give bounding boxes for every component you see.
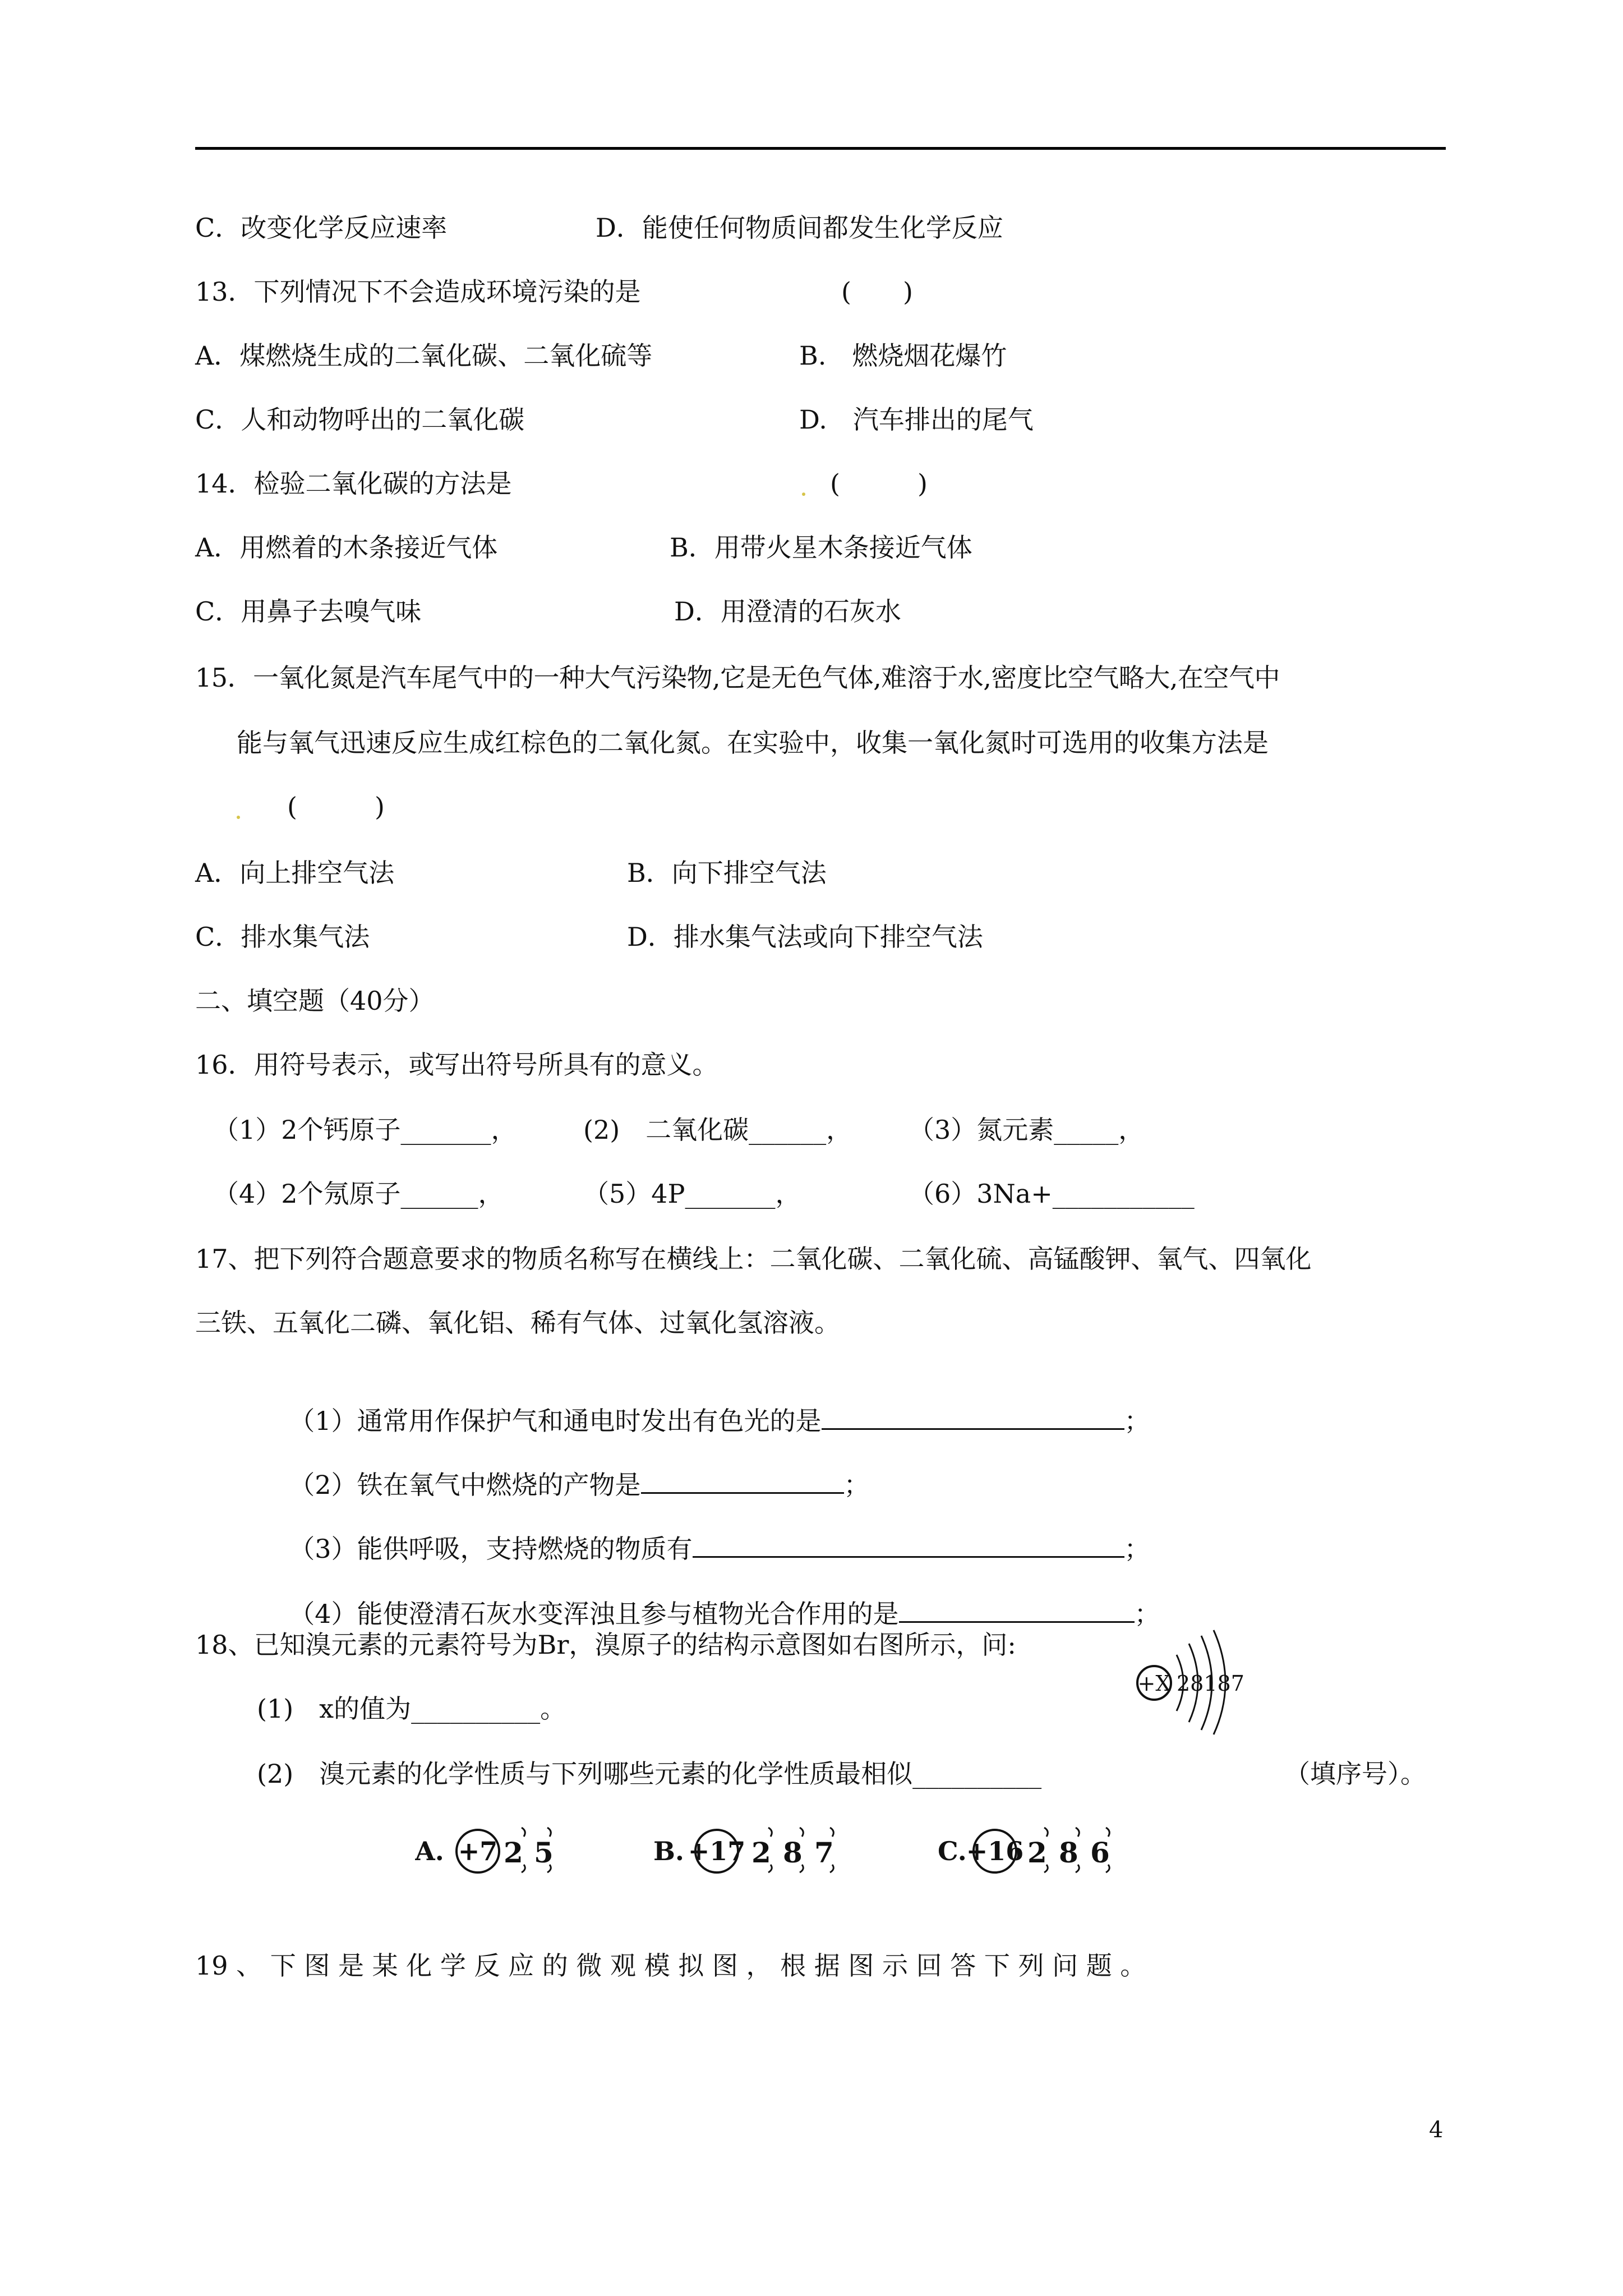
- q16-item-3[interactable]: （3）氮元素_____，: [909, 1115, 1145, 1145]
- q14-option-b: B．用带火星木条接近气体: [670, 532, 972, 563]
- option-a-electron-1: 2: [504, 1836, 523, 1869]
- q17-stem-line2: 三铁、五氧化二磷、氧化铝、稀有气体、过氧化氢溶液。: [195, 1308, 840, 1338]
- q16-item-5[interactable]: （5）4P_______，: [583, 1179, 801, 1209]
- q18-sub-2-hint: （填序号）。: [1284, 1759, 1426, 1789]
- q16-item-6[interactable]: （6）3Na+___________: [909, 1179, 1195, 1209]
- q17-item-3-text: （3）能供呼吸，支持燃烧的物质有: [289, 1534, 693, 1564]
- q17-item-1: [273, 1372, 1150, 1437]
- option-b-electron-2: 8: [783, 1836, 803, 1869]
- q14-option-c: C．用鼻子去嗅气味: [195, 596, 422, 627]
- q13-option-b: B. 燃烧烟花爆竹: [799, 341, 1007, 371]
- q12-option-d: D．能使任何物质间都发生化学反应: [596, 213, 1003, 243]
- option-c[interactable]: [938, 1828, 1110, 1872]
- option-a-nucleus-label: +7: [458, 1836, 498, 1866]
- header-rule: [195, 147, 1446, 150]
- q13-answer-paren[interactable]: ( ): [841, 277, 913, 307]
- q15-option-c: C．排水集气法: [195, 922, 370, 952]
- q13-option-c: C．人和动物呼出的二氧化碳: [195, 404, 525, 435]
- q18-options: [415, 1812, 1122, 1890]
- option-b-electron-3: 7: [814, 1836, 834, 1869]
- page-number: 4: [1429, 2117, 1444, 2143]
- q16-item-2[interactable]: (2) 二氧化碳______，: [583, 1115, 852, 1145]
- option-b-label: B.: [653, 1836, 684, 1866]
- q16-stem: 16．用符号表示，或写出符号所具有的意义。: [195, 1050, 718, 1080]
- q15-option-d: D．排水集气法或向下排空气法: [627, 922, 983, 952]
- q17-stem-line1: 17、把下列符合题意要求的物质名称写在横线上：二氧化碳、二氧化硫、高锰酸钾、氧气、四氧化: [195, 1244, 1312, 1274]
- q14-answer-paren[interactable]: ( ): [830, 468, 928, 499]
- q18-stem: 18、已知溴元素的元素符号为Br，溴原子的结构示意图如右图所示，问:: [195, 1630, 1016, 1660]
- q17-item-1-semicolon: ；: [1124, 1406, 1150, 1436]
- section-heading: 二、填空题（40分）: [195, 986, 435, 1016]
- option-c-electron-2: 8: [1059, 1836, 1078, 1869]
- q17-item-3-semicolon: ；: [1124, 1534, 1150, 1564]
- q19-stem: 19 、 下 图 是 某 化 学 反 应 的 微 观 模 拟 图 ， 根 据 图 示 回 答 下 列 问 题 。: [195, 1950, 1146, 1981]
- option-b-nucleus-label: +17: [688, 1836, 746, 1866]
- q17-item-2-text: （2）铁在氧气中燃烧的产物是: [289, 1470, 641, 1500]
- q13-stem: 13．下列情况下不会造成环境污染的是: [195, 277, 641, 307]
- option-a-label: A.: [415, 1836, 444, 1866]
- option-b-electron-1: 2: [751, 1836, 771, 1869]
- option-c-electron-1: 2: [1027, 1836, 1047, 1869]
- q18-sub-1[interactable]: (1) x的值为__________。: [257, 1694, 566, 1724]
- q15-stem-line2: 能与氧气迅速反应生成红棕色的二氧化氮。在实验中，收集一氧化氮时可选用的收集方法是: [237, 728, 1269, 758]
- nucleus-label: +X: [1137, 1671, 1171, 1696]
- q17-item-3: [273, 1500, 1150, 1565]
- q15-option-b: B．向下排空气法: [627, 858, 827, 888]
- q17-item-4-semicolon: ；: [1134, 1599, 1160, 1629]
- stray-dot: [802, 493, 805, 496]
- q16-item-4[interactable]: （4）2个氖原子______，: [213, 1179, 504, 1209]
- option-b[interactable]: [653, 1828, 834, 1872]
- q15-stem-line1: 15．一氧化氮是汽车尾气中的一种大气污染物,它是无色气体,难溶于水,密度比空气略大,在空气中: [195, 662, 1280, 693]
- option-a-electron-2: 5: [534, 1836, 554, 1869]
- q17-item-4: [273, 1565, 1160, 1630]
- electron-shells-label: 28187: [1177, 1671, 1244, 1696]
- q17-item-2-semicolon: ；: [843, 1470, 870, 1500]
- q16-item-1[interactable]: （1）2个钙原子_______，: [213, 1115, 517, 1145]
- q17-item-2: [273, 1436, 870, 1501]
- option-c-electron-3: 6: [1090, 1836, 1110, 1869]
- option-c-label: C.: [938, 1836, 967, 1866]
- bromine-atom-diagram: [1127, 1616, 1251, 1739]
- q17-item-2-blank[interactable]: [641, 1467, 844, 1494]
- q15-answer-paren[interactable]: ( ): [287, 792, 385, 822]
- option-a[interactable]: [415, 1828, 554, 1872]
- q14-stem: 14．检验二氧化碳的方法是: [195, 468, 512, 499]
- q14-option-a: A．用燃着的木条接近气体: [195, 532, 498, 563]
- q17-item-1-blank[interactable]: [822, 1404, 1124, 1430]
- stray-dot: [237, 816, 240, 819]
- q17-item-1-text: （1）通常用作保护气和通电时发出有色光的是: [289, 1406, 822, 1436]
- q13-option-d: D. 汽车排出的尾气: [799, 404, 1034, 435]
- q17-item-4-blank[interactable]: [899, 1596, 1135, 1623]
- option-c-nucleus-label: +16: [966, 1836, 1024, 1866]
- q17-item-3-blank[interactable]: [693, 1531, 1124, 1558]
- q14-option-d: D．用澄清的石灰水: [674, 596, 901, 627]
- q18-sub-2[interactable]: (2) 溴元素的化学性质与下列哪些元素的化学性质最相似__________: [257, 1759, 1042, 1789]
- q17-item-4-text: （4）能使澄清石灰水变浑浊且参与植物光合作用的是: [289, 1599, 899, 1629]
- q13-option-a: A．煤燃烧生成的二氧化碳、二氧化硫等: [195, 341, 653, 371]
- q15-option-a: A．向上排空气法: [195, 858, 395, 888]
- q12-option-c: C．改变化学反应速率: [195, 213, 448, 243]
